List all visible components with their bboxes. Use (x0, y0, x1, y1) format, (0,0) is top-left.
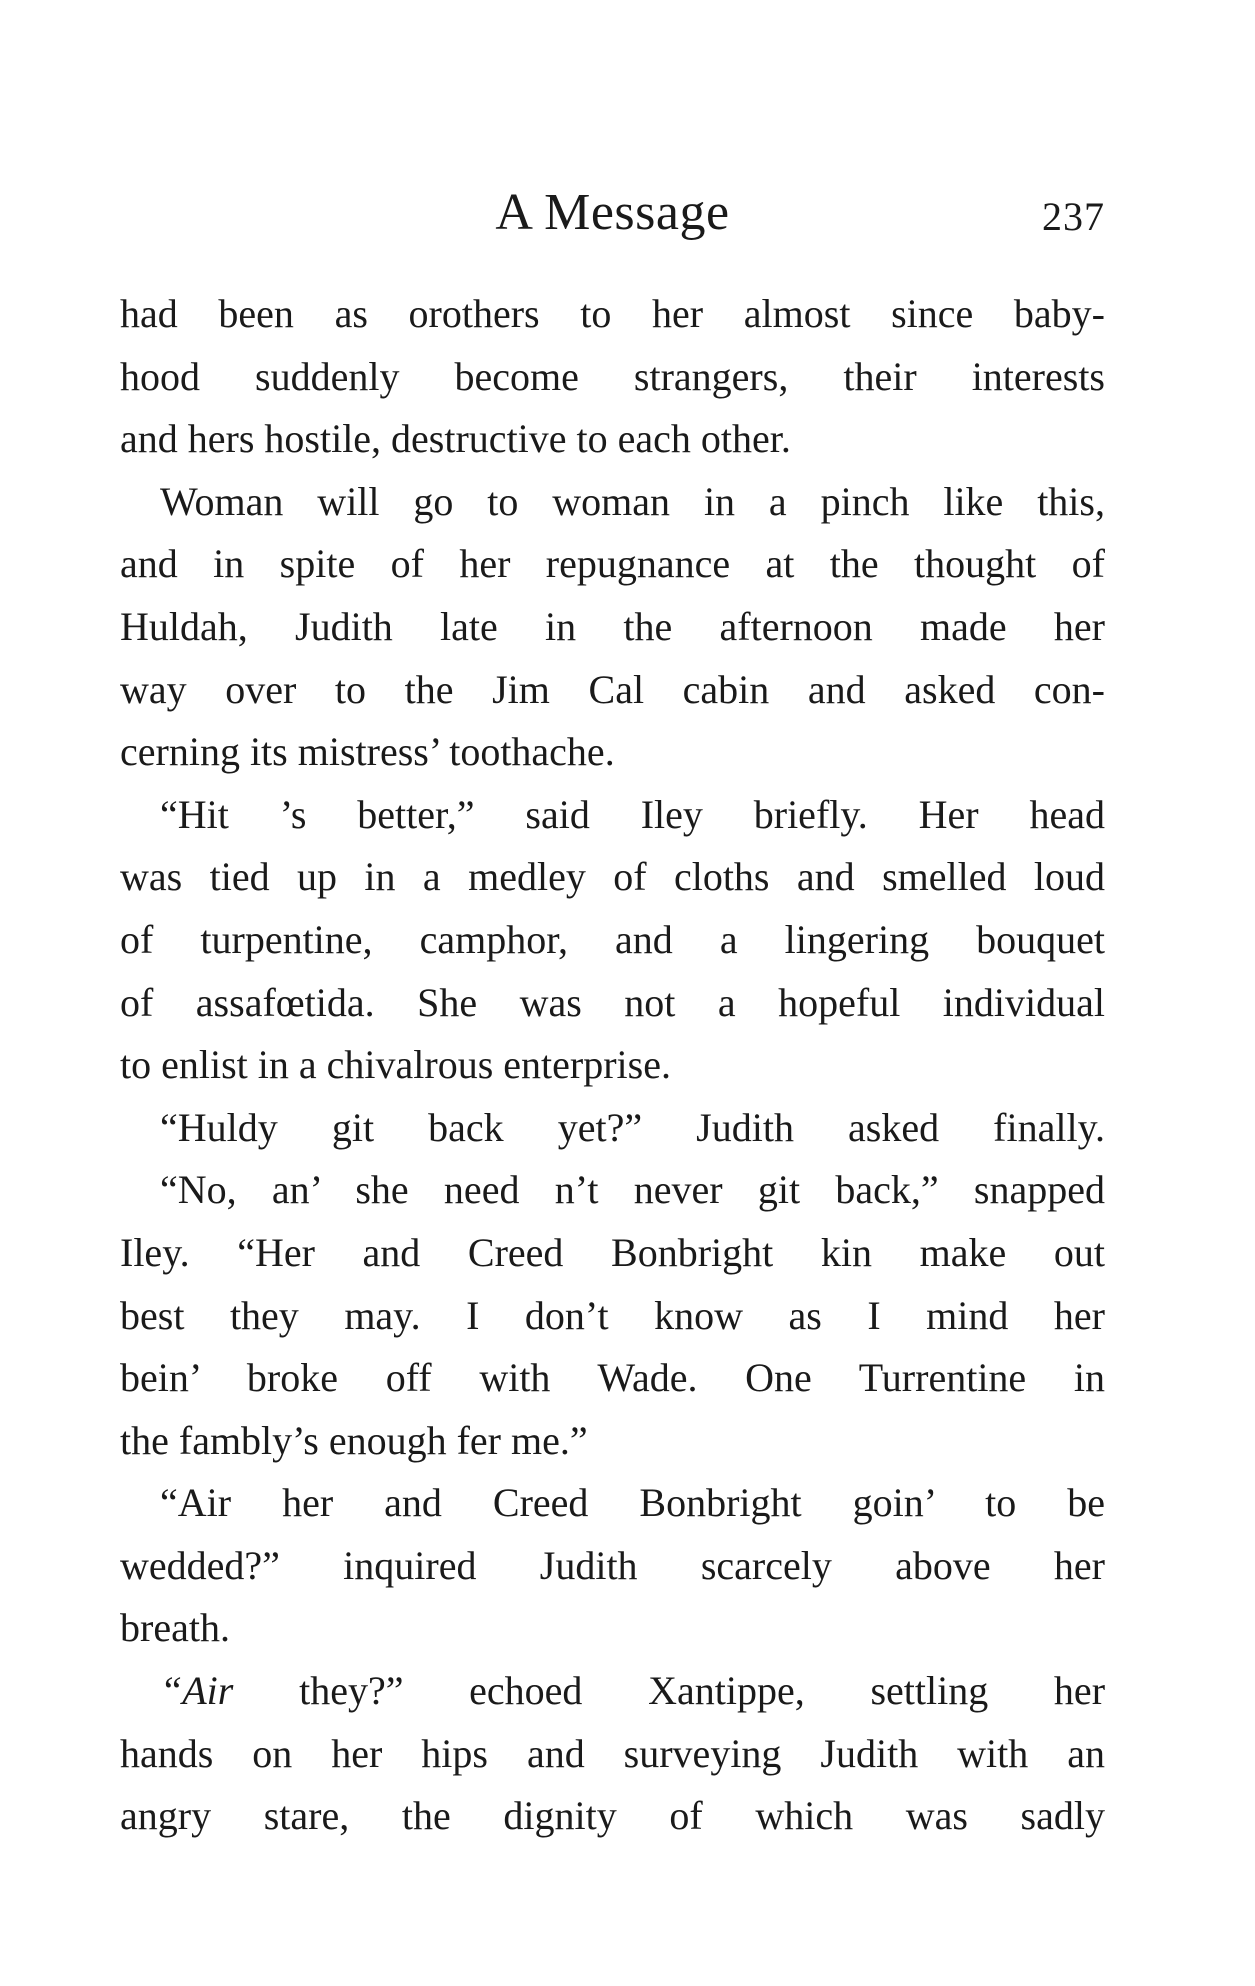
line-text: “Air her and Creed Bonbright goin’ to be (160, 1480, 1105, 1526)
text-line (120, 1472, 1105, 1535)
text-line (120, 1597, 1105, 1660)
line-text: “No, an’ she need n’t never git back,” snapped (160, 1167, 1105, 1213)
line-text: Huldah, Judith late in the afternoon made her (120, 603, 1105, 649)
text-line (120, 346, 1105, 409)
line-text: breath. (120, 1605, 230, 1651)
text-line (120, 1660, 1105, 1723)
text-line (120, 1159, 1105, 1222)
line-text: of turpentine, camphor, and a lingering bouquet (120, 916, 1105, 962)
line-text: way over to the Jim Cal cabin and asked con- (120, 666, 1105, 712)
line-text: and hers hostile, destructive to each other. (120, 416, 791, 462)
line-text: cerning its mistress’ toothache. (120, 729, 615, 775)
text-line (120, 1347, 1105, 1410)
line-text: Iley. “Her and Creed Bonbright kin make out (120, 1229, 1105, 1275)
running-head (120, 178, 1105, 248)
text-line (120, 972, 1105, 1035)
text-line (120, 1535, 1105, 1598)
running-title: A Message (495, 184, 730, 241)
line-text: to enlist in a chivalrous enterprise. (120, 1042, 671, 1088)
line-text: “Hit ’s better,” said Iley briefly. Her head (160, 791, 1105, 837)
text-line (120, 909, 1105, 972)
text-line (120, 1723, 1105, 1786)
text-line (120, 1222, 1105, 1285)
page-number: 237 (1042, 194, 1105, 239)
text-line (120, 1410, 1105, 1473)
line-text: the fambly’s enough fer me.” (120, 1417, 588, 1463)
line-text: Woman will go to woman in a pinch like this, (160, 478, 1105, 524)
line-text: angry stare, the dignity of which was sadly (120, 1793, 1105, 1839)
line-text: “Huldy git back yet?” Judith asked finally. (160, 1104, 1105, 1150)
text-line (120, 846, 1105, 909)
text-line (120, 471, 1105, 534)
text-line (120, 283, 1105, 346)
text-line (120, 533, 1105, 596)
line-text: wedded?” inquired Judith scarcely above her (120, 1542, 1105, 1588)
line-text: bein’ broke off with Wade. One Turrentine in (120, 1355, 1105, 1401)
text-line (120, 1285, 1105, 1348)
line-text: was tied up in a medley of cloths and smelled loud (120, 854, 1105, 900)
line-text: had been as orothers to her almost since baby- (120, 291, 1105, 336)
body-text (120, 283, 1105, 1848)
text-line (120, 596, 1105, 659)
text-line (120, 721, 1105, 784)
line-text: hood suddenly become strangers, their interests (120, 353, 1105, 399)
text-line (120, 1097, 1105, 1160)
text-line (120, 659, 1105, 722)
italic-word: “Air (160, 1668, 234, 1714)
text-line (120, 1034, 1105, 1097)
line-text: of assafœtida. She was not a hopeful individual (120, 979, 1105, 1025)
text-line (120, 408, 1105, 471)
line-text: best they may. I don’t know as I mind her (120, 1292, 1105, 1338)
text-line (120, 784, 1105, 847)
line-text: hands on her hips and surveying Judith with an (120, 1730, 1105, 1776)
line-text: they?” echoed Xantippe, settling her (299, 1668, 1106, 1714)
text-line (120, 1785, 1105, 1848)
line-text: and in spite of her repugnance at the thought of (120, 541, 1105, 587)
